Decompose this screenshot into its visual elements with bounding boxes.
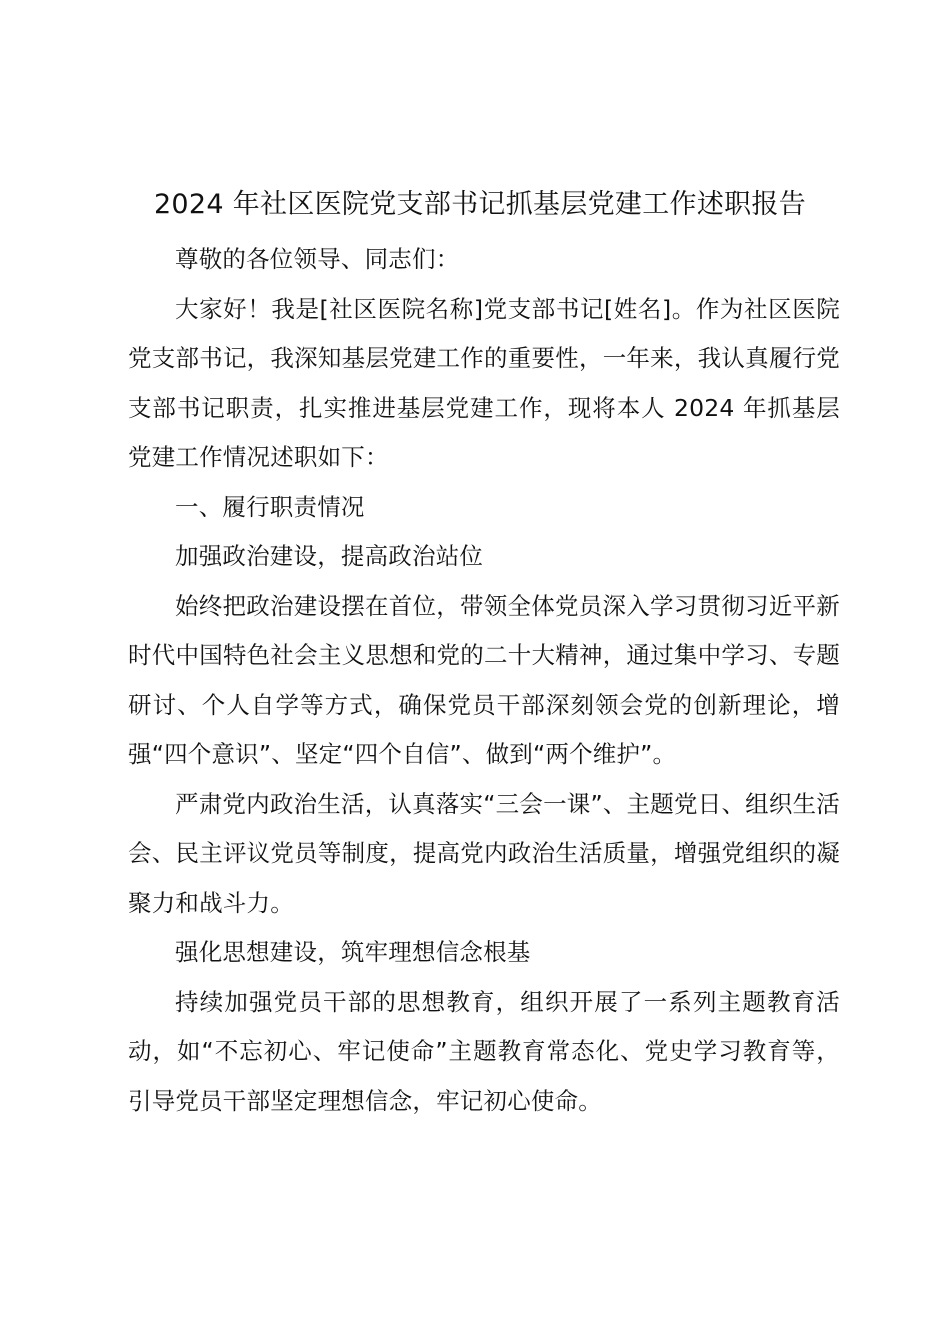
body-paragraph: 严肃党内政治生活，认真落实“三会一课”、主题党日、组织生活会、民主评议党员等制度，提高党内政治生活质量，增强党组织的凝聚力和战斗力。 [128, 789, 840, 917]
subsection-heading: 强化思想建设，筑牢理想信念根基 [175, 938, 531, 966]
salutation: 尊敬的各位领导、同志们： [175, 245, 460, 273]
document-title: 2024 年社区医院党支部书记抓基层党建工作述职报告 [153, 189, 807, 220]
body-paragraph: 始终把政治建设摆在首位，带领全体党员深入学习贯彻习近平新时代中国特色社会主义思想和党的二十大精神，通过集中学习、专题研讨、个人自学等方式，确保党员干部深刻领会党的创新理论，增强“四个意识”、坚定“四个自信”、做到“两个维护”。 [128, 591, 840, 768]
intro-paragraph: 大家好！我是[社区医院名称]党支部书记[姓名]。作为社区医院党支部书记，我深知基层党建工作的重要性，一年来，我认真履行党支部书记职责，扎实推进基层党建工作，现将本人 2024 年抓基层党建工作情况述职如下： [128, 294, 840, 471]
document-body [128, 235, 840, 1126]
subsection-heading: 加强政治建设，提高政治站位 [175, 542, 484, 570]
section-heading: 一、履行职责情况 [175, 492, 365, 521]
body-paragraph: 持续加强党员干部的思想教育，组织开展了一系列主题教育活动，如“不忘初心、牢记使命”主题教育常态化、党史学习教育等，引导党员干部坚定理想信念，牢记初心使命。 [128, 987, 840, 1115]
